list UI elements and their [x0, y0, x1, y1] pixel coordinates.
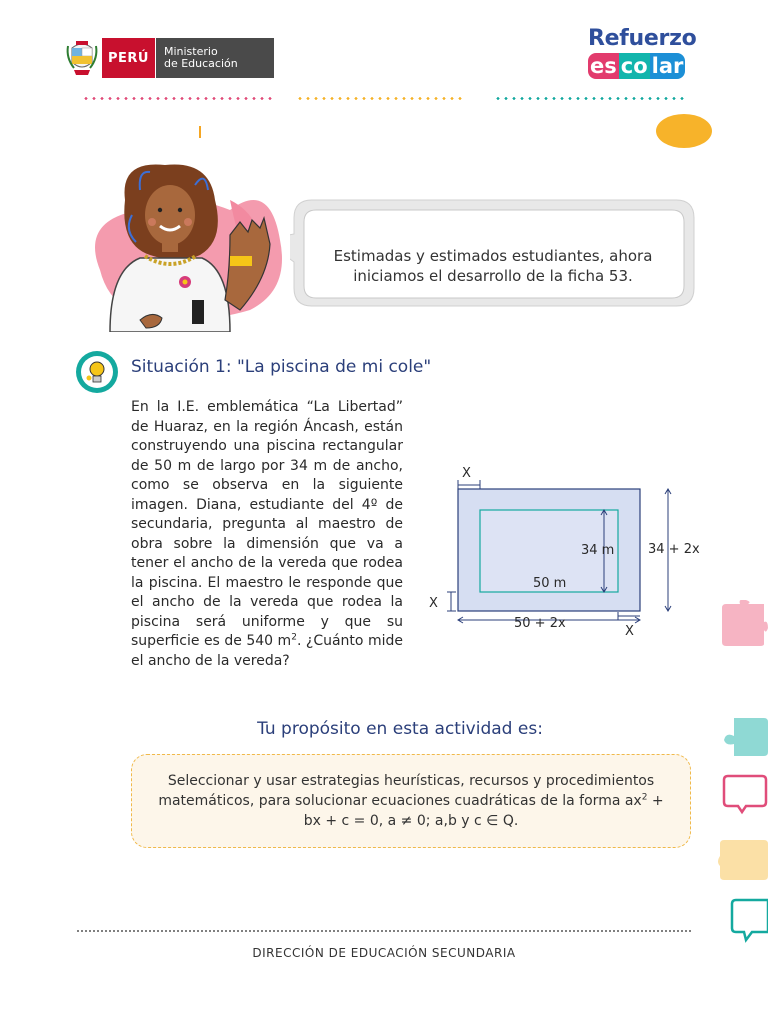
outer-width-label: 50 + 2x — [514, 616, 566, 631]
purpose-text — [152, 771, 670, 831]
puzzle-outline-teal-icon — [730, 896, 768, 944]
purpose-exponent: 2 — [641, 792, 648, 803]
footer-divider — [76, 930, 692, 932]
peru-coat-of-arms-icon — [64, 38, 100, 78]
pool-diagram — [420, 458, 710, 638]
situation-text-end: . ¿Cuánto mide el ancho de la vereda? — [131, 633, 403, 669]
puzzle-piece-pink-icon — [718, 600, 768, 650]
inner-width-label: 50 m — [533, 576, 567, 591]
speech-bubble — [290, 198, 696, 308]
decor-dots-yellow — [296, 97, 464, 100]
puzzle-outline-red-icon — [722, 770, 768, 816]
speech-text: Estimadas y estimados estudiantes, ahora iniciamos el desarrollo de la ficha 53. — [333, 247, 653, 285]
lightbulb-icon — [74, 350, 120, 394]
left-x-label: X — [429, 596, 438, 611]
brand-part-3: lar — [651, 54, 684, 78]
outer-height-label: 34 + 2x — [648, 542, 700, 557]
ministry-line-1: Ministerio — [163, 45, 218, 58]
bottom-right-x-label: X — [625, 624, 634, 638]
top-x-label: X — [462, 466, 471, 481]
brand-title: Refuerzo — [588, 26, 697, 51]
inner-height-label: 34 m — [581, 543, 615, 558]
brand-subtitle — [588, 53, 698, 79]
situation-text-main: En la I.E. emblemática “La Libertad” de Huaraz, en la región Áncash, están construyendo una piscina rectangular de 50 m de largo por 34 m de ancho, como se observa en la siguiente imagen. Diana, estudiante del 4º de secundaria, pregunta al maestro de obra sobre la dimensión que va a tener el ancho de la vereda que rodea la piscina. El maestro le responde que el ancho de la vereda que rodea la piscina será uniforme y que su superficie es de 540 m — [131, 399, 403, 649]
ministry-label — [156, 38, 274, 78]
refuerzo-escolar-logo — [588, 28, 698, 79]
purpose-box — [131, 754, 691, 848]
situation-text — [131, 398, 403, 671]
puzzle-piece-teal-icon — [724, 714, 768, 758]
ministry-logo — [64, 38, 274, 78]
purpose-text-end: + bx + c = 0, a ≠ 0; a,b y c ∈ Q. — [303, 793, 664, 829]
situation-title: Situación 1: "La piscina de mi cole" — [131, 357, 432, 377]
decor-tick — [199, 126, 201, 138]
puzzle-piece-yellow-icon — [718, 836, 768, 882]
purpose-title: Tu propósito en esta actividad es: — [257, 719, 543, 739]
situation-text-exponent: 2 — [291, 632, 297, 643]
purpose-text-main: Seleccionar y usar estrategias heurísticas, recursos y procedimientos matemáticos, para solucionar ecuaciones cuadráticas de la forma ax — [158, 773, 655, 809]
footer-text: DIRECCIÓN DE EDUCACIÓN SECUNDARIA — [252, 946, 516, 960]
decor-orange-blob — [656, 114, 712, 148]
brand-part-2: co — [620, 54, 648, 78]
decor-dots-teal — [494, 97, 686, 100]
student-illustration — [80, 160, 300, 332]
ministry-line-2: de Educación — [163, 57, 238, 70]
decor-dots-pink — [82, 97, 274, 100]
brand-part-1: es — [590, 54, 617, 78]
peru-label: PERÚ — [102, 38, 155, 78]
